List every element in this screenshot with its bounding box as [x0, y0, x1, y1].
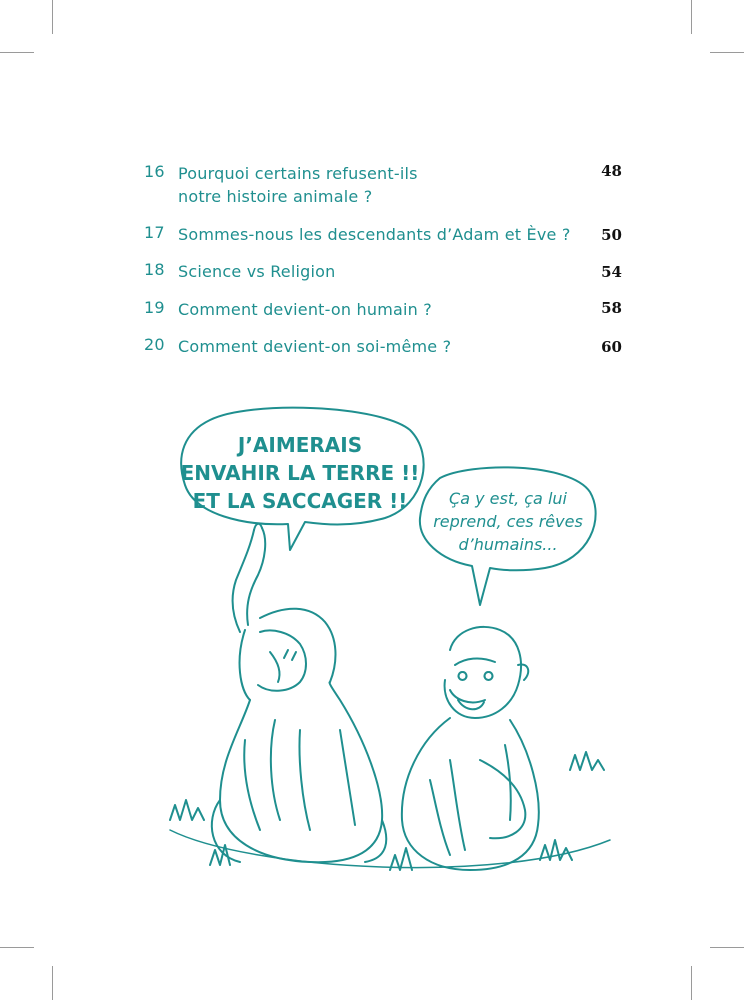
crop-mark: [710, 52, 744, 53]
toc-number: 19: [144, 298, 165, 317]
chimpanzee-figure: [402, 627, 539, 870]
toc-number: 17: [144, 223, 165, 242]
toc-page-number: 60: [601, 338, 622, 356]
crop-mark: [691, 966, 692, 1000]
crop-mark: [710, 947, 744, 948]
speech-text-line: Ça y est, ça lui: [449, 489, 567, 508]
apes-cartoon-illustration: [150, 400, 620, 890]
toc-number: 20: [144, 335, 165, 354]
crop-mark: [52, 966, 53, 1000]
toc-title: Science vs Religion: [178, 262, 336, 281]
toc-number: 16: [144, 162, 165, 181]
toc-title: Comment devient-on soi-même ?: [178, 337, 452, 356]
toc-page-number: 58: [601, 299, 622, 317]
toc-title: [178, 162, 578, 208]
speech-text-line: ENVAHIR LA TERRE !!: [180, 461, 420, 485]
toc-number: 18: [144, 260, 165, 279]
crop-mark: [52, 0, 53, 34]
toc-page-number: 50: [601, 226, 622, 244]
crop-mark: [0, 52, 34, 53]
speech-text-line: J’AIMERAIS: [237, 433, 363, 457]
toc-title: Comment devient-on humain ?: [178, 300, 432, 319]
gorilla-figure: [212, 524, 386, 862]
toc-page-number: 54: [601, 263, 622, 281]
toc-title-line: Pourquoi certains refusent-ils: [178, 164, 418, 183]
speech-text-line: d’humains...: [458, 535, 558, 554]
toc-title-line: notre histoire animale ?: [178, 187, 373, 206]
crop-mark: [691, 0, 692, 34]
speech-text-line: reprend, ces rêves: [433, 512, 583, 531]
toc-page-number: 48: [601, 162, 622, 180]
crop-mark: [0, 947, 34, 948]
speech-text-line: ET LA SACCAGER !!: [192, 489, 408, 513]
toc-title: Sommes-nous les descendants d’Adam et Ève ?: [178, 225, 571, 244]
